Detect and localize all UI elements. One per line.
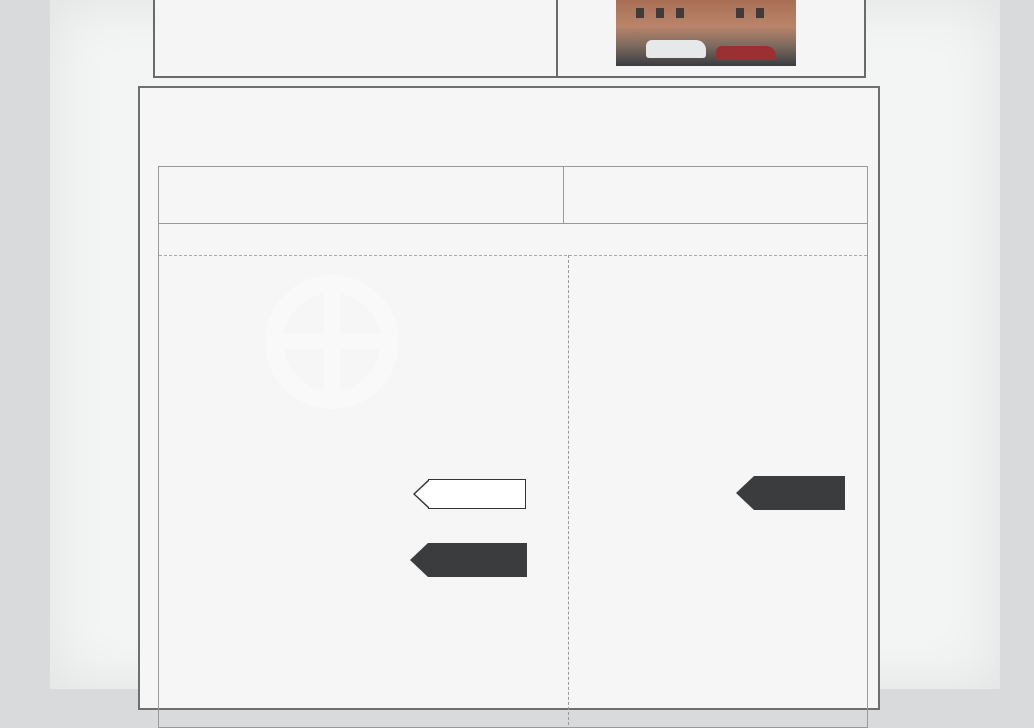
requirement-pointer — [428, 479, 526, 509]
energy-table — [158, 166, 868, 728]
primary-energy-pointer — [754, 476, 845, 510]
left-column-header — [159, 179, 563, 181]
actual-value-pointer — [428, 543, 527, 577]
building-info-box — [153, 0, 559, 78]
primary-energy-pointer-tip — [736, 476, 754, 510]
right-column-header — [563, 179, 867, 181]
actual-value-pointer-tip — [410, 543, 428, 577]
building-photo-box — [556, 0, 866, 78]
energy-label-frame — [138, 86, 880, 710]
building-photo — [616, 0, 796, 66]
